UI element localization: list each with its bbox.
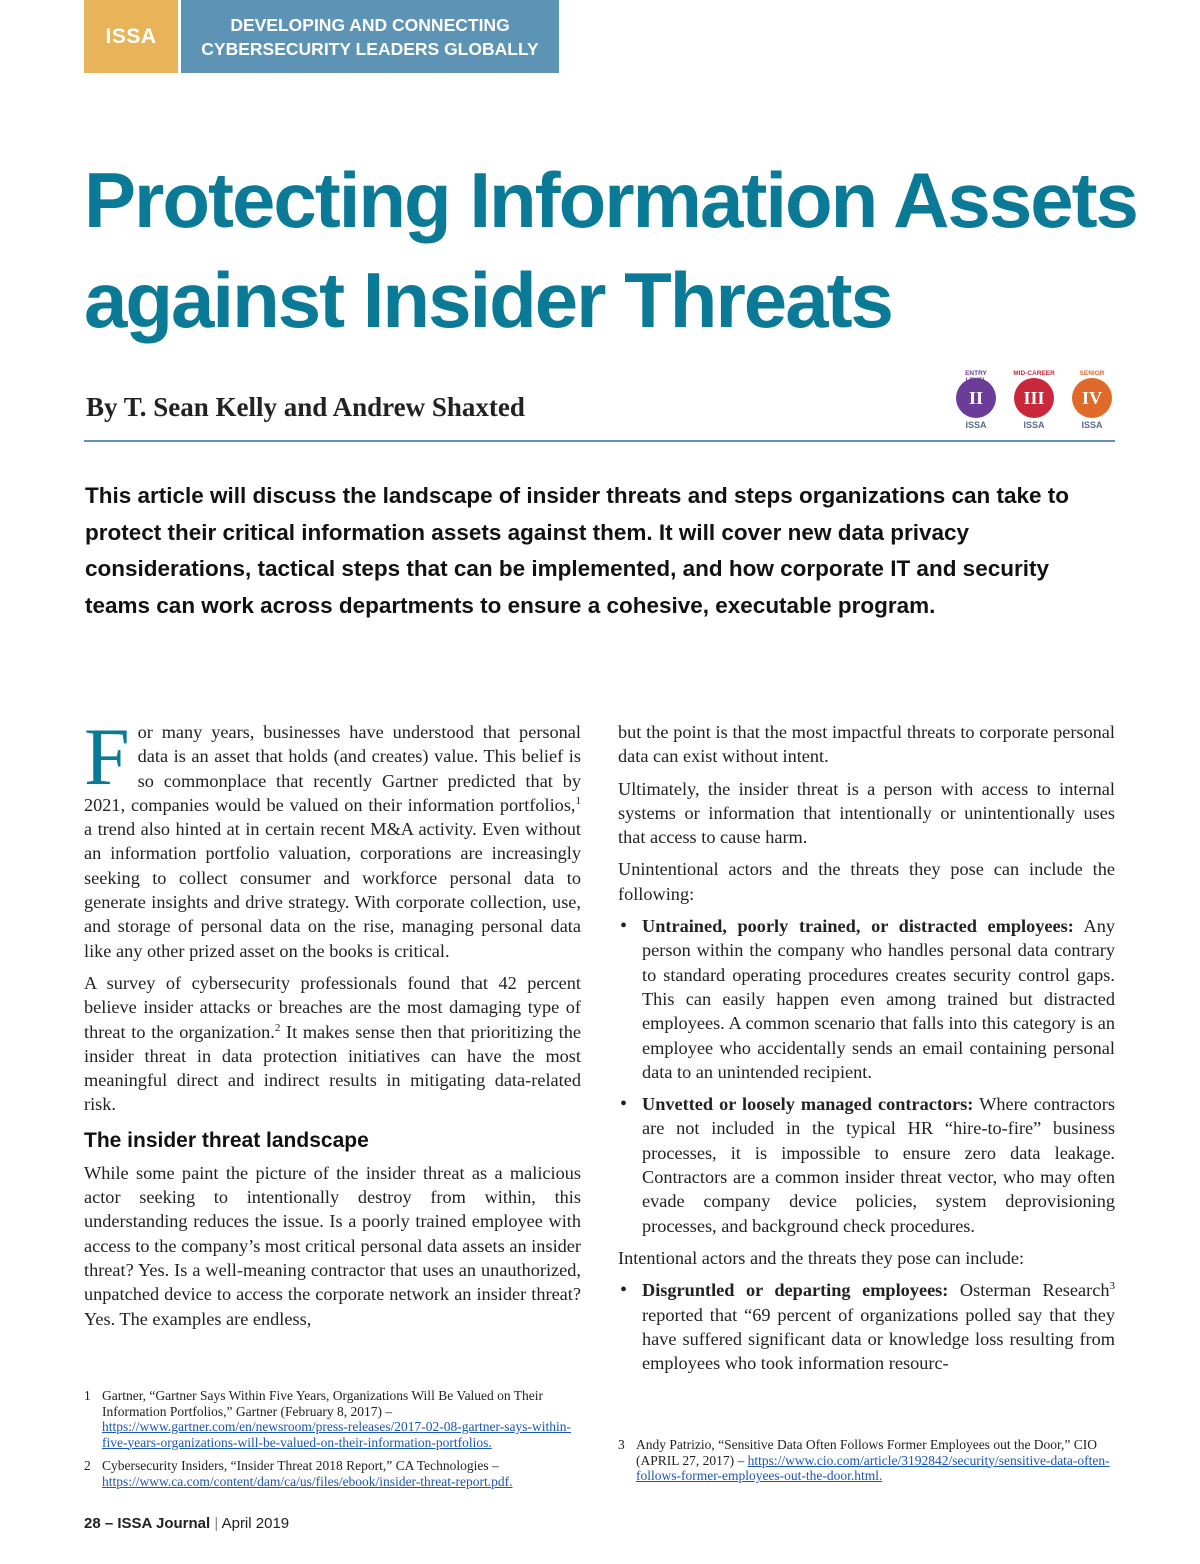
list-item bbox=[618, 1278, 1115, 1375]
tagline-line-2: CYBERSECURITY LEADERS GLOBALLY bbox=[201, 38, 539, 59]
mid-career-badge-icon bbox=[1012, 372, 1056, 432]
badge-arc-text: ENTRY LEVEL bbox=[965, 370, 987, 384]
section-heading: The insider threat landscape bbox=[84, 1128, 369, 1152]
issa-logo-tab: ISSA bbox=[84, 0, 178, 73]
entry-level-badge-icon bbox=[954, 372, 998, 432]
text-run: reported that “69 percent of organizations polled say that they have suffered significant data or knowledge loss resulting from employees who took information resourc- bbox=[642, 1304, 1115, 1374]
tagline-box bbox=[181, 0, 559, 73]
text-run: Gartner, “Gartner Says Within Five Years, Organizations Will Be Valued on Their Information Portfolios,” Gartner (February 8, 2017) – bbox=[102, 1388, 544, 1419]
footnote-text bbox=[102, 1458, 584, 1489]
footer-separator: | bbox=[214, 1515, 219, 1532]
footnote-number: 3 bbox=[618, 1437, 625, 1452]
text-run: Andy Patrizio, “Sensitive Data Often Follows Former Employees out the Door,” CIO (APRIL 27, 2017) – bbox=[636, 1437, 1098, 1468]
page-footer bbox=[84, 1515, 289, 1532]
footnote-link[interactable]: https://www.ca.com/content/dam/ca/us/files/ebook/insider-threat-report.pdf. bbox=[102, 1473, 513, 1489]
badge-foot-text: ISSA bbox=[1023, 420, 1045, 430]
footnote-text bbox=[636, 1437, 1118, 1484]
badge-arc-text: MID-CAREER bbox=[1013, 370, 1055, 377]
badge-foot-text: ISSA bbox=[1081, 420, 1103, 430]
badge-foot-text: ISSA bbox=[965, 420, 987, 430]
text-run: A survey of cybersecurity professionals found that 42 percent believe insider attacks or breaches are the most damaging type of threat to the organization. bbox=[84, 972, 581, 1042]
badge-ring: II bbox=[956, 378, 996, 418]
footnotes-right bbox=[618, 1437, 1118, 1492]
title-line-2: against Insider Threats bbox=[84, 256, 892, 344]
left-column bbox=[84, 711, 581, 1339]
article-title bbox=[84, 150, 1144, 350]
footnote-ref: 2 bbox=[274, 1021, 281, 1034]
badge-ring: III bbox=[1014, 378, 1054, 418]
footnote-link[interactable]: https://www.cio.com/article/3192842/security/sensitive-data-often-follows-former-employees-out-the-door.html. bbox=[636, 1452, 1110, 1483]
text-run: It makes sense then that prioritizing the insider threat in data protection initiatives can have the most meaningful direct and indirect results in mitigating data-related risk. bbox=[84, 1021, 581, 1115]
text-run: a trend also hinted at in certain recent M&A activity. Even without an information portfolio valuation, corporations are increasingly seeking to collect consumer and workforce personal data to generate insights and drive strategy. With corporate collection, use, and storage of personal data on the rise, managing personal data like any other prized asset on the books is critical. bbox=[84, 819, 581, 961]
badge-ring: IV bbox=[1072, 378, 1112, 418]
right-column bbox=[618, 720, 1115, 1383]
level-badges bbox=[954, 372, 1114, 432]
footnote-number: 1 bbox=[84, 1388, 91, 1403]
badge-arc-text: SENIOR bbox=[1079, 370, 1105, 377]
text-run: Where contractors are not included in the typical HR “hire-to-fire” business processes, it is impossible to ensure zero data leakage. Contractors are a common insider threat vector, who may often evade company device policies, system deprovisioning processes, and background check procedures. bbox=[642, 1094, 1116, 1236]
list-item-lead: Untrained, poorly trained, or distracted employees: bbox=[642, 916, 1074, 937]
list-item bbox=[618, 914, 1115, 1084]
issue-date: April 2019 bbox=[221, 1515, 290, 1532]
text-run: or many years, businesses have understood that personal data is an asset that holds (and creates) value. This belief is so commonplace that recently Gartner predicted that by 2021, companies would be valued on their information portfolios, bbox=[84, 722, 581, 815]
paragraph bbox=[84, 711, 581, 963]
title-line-1: Protecting Information Assets bbox=[84, 156, 1137, 244]
article-intro: This article will discuss the landscape of insider threats and steps organizations can take to protect their critical information assets against them. It will cover new data privacy considerations, tactical steps that can be implemented, and how corporate IT and security teams can work across departments to ensure a cohesive, executable program. bbox=[85, 483, 1070, 619]
header-divider bbox=[84, 440, 1115, 442]
paragraph: Intentional actors and the threats they pose can include: bbox=[618, 1247, 1025, 1268]
drop-cap: F bbox=[84, 711, 130, 802]
text-run: Osterman Research bbox=[948, 1280, 1110, 1301]
byline: By T. Sean Kelly and Andrew Shaxted bbox=[86, 392, 525, 422]
footnote-ref: 3 bbox=[1109, 1280, 1115, 1293]
intentional-list bbox=[618, 1278, 1115, 1375]
paragraph: Ultimately, the insider threat is a person with access to internal systems or information that intentionally or unintentionally uses that access to cause harm. bbox=[618, 778, 1115, 848]
unintentional-list bbox=[618, 914, 1115, 1238]
footnote-link[interactable]: https://www.gartner.com/en/newsroom/press-releases/2017-02-08-gartner-says-within-five-years-organizations-will-be-valued-on-their-information-portfolios. bbox=[102, 1419, 571, 1450]
top-banner bbox=[84, 0, 559, 73]
footnote-number: 2 bbox=[84, 1458, 91, 1473]
paragraph: but the point is that the most impactful threats to corporate personal data can exist without intent. bbox=[618, 722, 1115, 767]
footnote-text bbox=[102, 1388, 584, 1450]
footnote bbox=[84, 1458, 584, 1489]
text-run: Any person within the company who handles personal data contrary to standard operating procedures creates security control gaps. This can easily happen even among trained but distracted employees. A common scenario that falls into this category is an employee who accidentally sends an email containing personal data to an unintended recipient. bbox=[642, 916, 1115, 1082]
tagline-line-1: DEVELOPING AND CONNECTING bbox=[230, 14, 510, 35]
list-item-lead: Unvetted or loosely managed contractors: bbox=[642, 1094, 974, 1115]
footnote bbox=[84, 1388, 584, 1450]
list-item bbox=[618, 1092, 1115, 1238]
text-run: Cybersecurity Insiders, “Insider Threat 2018 Report,” CA Technologies – bbox=[102, 1458, 499, 1473]
paragraph bbox=[84, 971, 581, 1117]
page-number: 28 – ISSA Journal bbox=[84, 1515, 211, 1532]
senior-badge-icon bbox=[1070, 372, 1114, 432]
list-item-lead: Disgruntled or departing employees: bbox=[642, 1280, 949, 1301]
footnotes-left bbox=[84, 1388, 584, 1497]
paragraph: While some paint the picture of the insider threat as a malicious actor seeking to intentionally destroy from within, this understanding reduces the issue. Is a poorly trained employee with access to the company’s most critical personal data assets an insider threat? Yes. Is a well-meaning contractor that uses an unauthorized, unpatched device to access the corporate network an insider threat? Yes. The examples are endless, bbox=[84, 1162, 581, 1329]
paragraph: Unintentional actors and the threats they pose can include the following: bbox=[618, 859, 1115, 904]
footnote bbox=[618, 1437, 1118, 1484]
footnote-ref: 1 bbox=[575, 794, 581, 807]
